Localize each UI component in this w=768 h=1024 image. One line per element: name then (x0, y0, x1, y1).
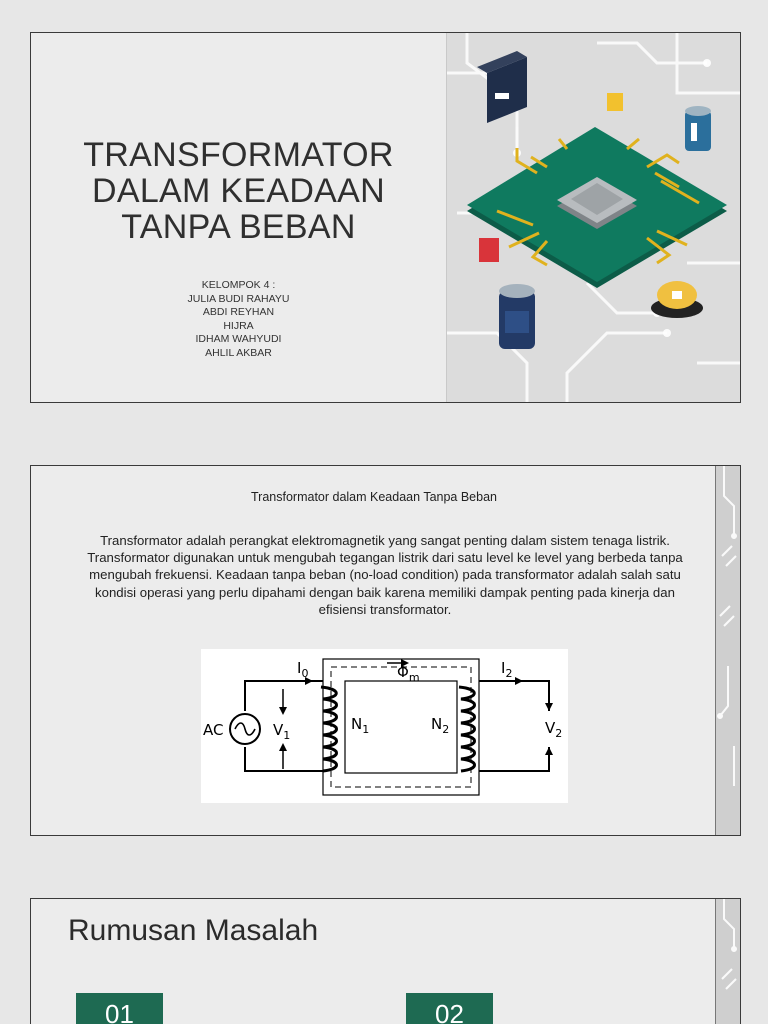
member-name: IDHAM WAHYUDI (195, 333, 282, 346)
intro-paragraph: Transformator adalah perangkat elektromagnetik yang sangat penting dalam sistem tenaga listrik. Transformator digunakan untuk mengubah tegangan listrik dari satu level ke level yang berbeda tanpa mengubah frekuensi. Keadaan tanpa beban (no-load condition) pada transformator adalah salah satu kondisi operasi yang perlu dipahami dengan baik karena memiliki dampak penting pada kinerja dan efisiensi transformator. (87, 533, 683, 617)
title-line-2: DALAM KEADAAN (92, 172, 385, 210)
member-name: AHLIL AKBAR (205, 346, 272, 359)
ac-source-label: AC (203, 721, 224, 739)
intro-slide (30, 465, 741, 836)
slide-title (31, 137, 446, 245)
decorative-side-strip (715, 466, 740, 835)
title-line-1: TRANSFORMATOR (83, 136, 394, 174)
group-members (31, 279, 446, 361)
group-label: KELOMPOK 4 : (201, 279, 276, 291)
problem-statement-title: Rumusan Masalah (68, 914, 319, 947)
intro-content (31, 466, 717, 835)
intro-heading: Transformator dalam Keadaan Tanpa Beban (251, 490, 497, 504)
decorative-side-strip (715, 899, 740, 1024)
problem-statement-slide (30, 898, 741, 1024)
member-name: ABDI REYHAN (202, 306, 275, 319)
n1-label: $N_1$ (351, 715, 370, 736)
v2-label: $V_2$ (545, 719, 563, 740)
circuit-board-illustration (446, 33, 741, 402)
i2-label: $I_2$ (501, 659, 513, 680)
item-number-badge: 01 (76, 993, 163, 1024)
flux-label: $\Phi_m$ (397, 663, 420, 684)
pcb-chip-image (447, 33, 741, 403)
title-line-3: TANPA BEBAN (121, 208, 356, 246)
v1-label: $V_1$ (273, 721, 291, 742)
member-name: HIJRA (223, 319, 254, 332)
item-number-badge: 02 (406, 993, 493, 1024)
title-slide-text-panel (31, 33, 446, 402)
transformer-circuit-diagram (201, 649, 568, 803)
member-name: JULIA BUDI RAHAYU (187, 292, 290, 305)
title-slide (30, 32, 741, 403)
i0-label: $I_0$ (297, 659, 309, 680)
n2-label: $N_2$ (431, 715, 450, 736)
